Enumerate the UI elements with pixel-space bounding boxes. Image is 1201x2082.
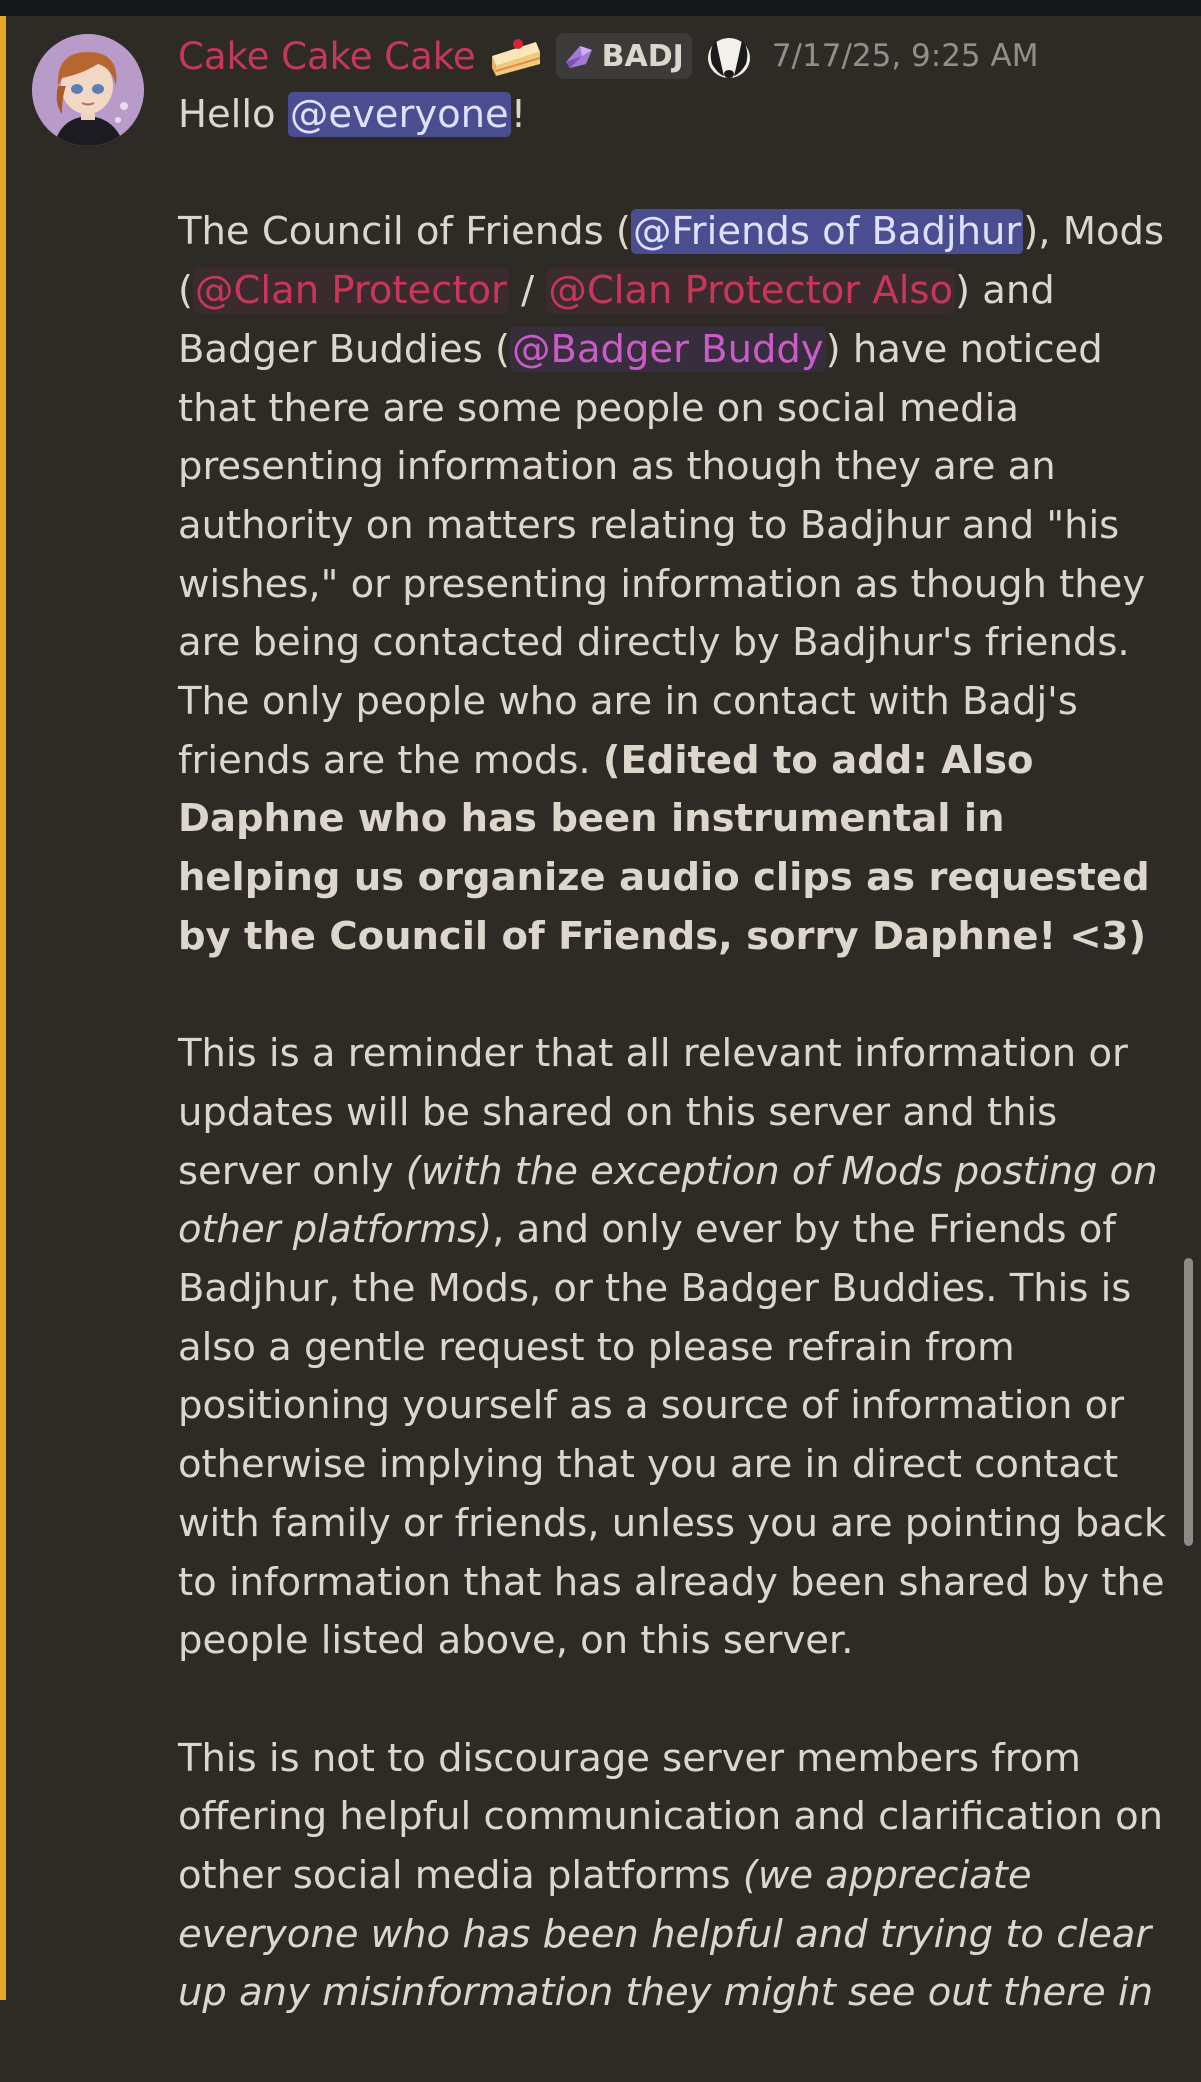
- council-text-4: ) and Badger Buddies (: [178, 268, 1055, 372]
- server-tag-label: BADJ: [601, 38, 684, 74]
- server-tag[interactable]: [556, 33, 692, 79]
- clan-protector-also-mention[interactable]: @Clan Protector Also: [548, 268, 954, 314]
- cake-emoji-icon: [488, 34, 544, 78]
- reminder-text-1: This is a reminder that all relevant information or updates will be shared on this server and this server only: [178, 1031, 1128, 1194]
- friends-of-badjhur-mention[interactable]: @Friends of Badjhur: [632, 209, 1022, 255]
- chat-message: [178, 26, 1178, 2082]
- reminder-paragraph: [178, 1025, 1178, 1671]
- council-text-2: ), Mods (: [178, 209, 1165, 314]
- badger-icon: [702, 30, 756, 82]
- avatar[interactable]: [32, 34, 144, 146]
- council-text-3: /: [508, 268, 547, 314]
- mention-highlight-bar: [0, 16, 6, 2000]
- top-status-strip: [0, 0, 1201, 16]
- message-body: [178, 86, 1178, 2023]
- reminder-italic: (with the exception of Mods posting on other platforms): [178, 1148, 1158, 1253]
- discourage-paragraph: [178, 1730, 1178, 2024]
- edited-note: (Edited to add: Also Daphne who has been instrumental in helping us organize audio clips as requested by the Council of Friends, sorry Daphne! <3): [178, 737, 1150, 959]
- council-text-5: ) have noticed that there are some people on social media presenting information as though they are an authority on matters relating to Badjhur and "his wishes," or presenting information as though they are being contacted directly by Badjhur's friends. The only people who are in contact with Badj's friends are the mods.: [178, 326, 1146, 783]
- username[interactable]: Cake Cake Cake: [178, 34, 476, 78]
- council-paragraph: [178, 203, 1178, 966]
- scrollbar-thumb[interactable]: [1184, 1258, 1193, 1546]
- badger-buddy-mention[interactable]: @Badger Buddy: [512, 326, 824, 372]
- greeting-paragraph: [178, 86, 1178, 145]
- message-timestamp: 7/17/25, 9:25 AM: [771, 38, 1039, 74]
- discourage-italic: (we appreciate everyone who has been helpful and trying to clear up any misinformation they might see out there in: [178, 1853, 1154, 2016]
- discourage-text-1: This is not to discourage server members from offering helpful communication and clarification on other social media platforms: [178, 1735, 1164, 1899]
- council-text-1: The Council of Friends (: [178, 209, 631, 255]
- everyone-mention[interactable]: @everyone: [289, 92, 509, 137]
- clan-protector-mention[interactable]: @Clan Protector: [195, 268, 507, 314]
- reminder-text-2: , and only ever by the Friends of Badjhur, the Mods, or the Badger Buddies. This is also a gentle request to please refrain from positioning yourself as a source of information or otherwise implying that you are in direct contact with family or friends, unless you are pointing back to information that has already been shared by the people listed above, on this server.: [178, 1207, 1167, 1664]
- purple-gem-icon: [562, 42, 596, 70]
- greeting-text: Hello: [178, 92, 288, 137]
- message-header: [178, 26, 1178, 86]
- greeting-end: !: [510, 92, 527, 137]
